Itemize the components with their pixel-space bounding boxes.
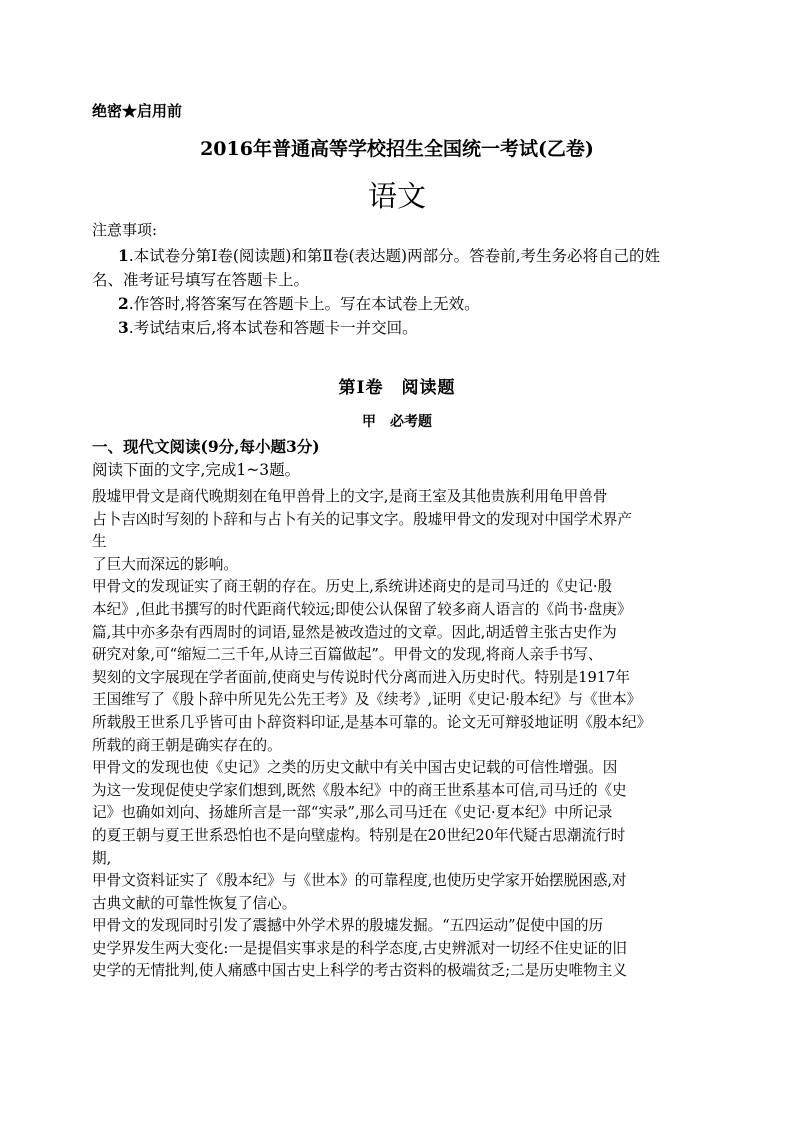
passage-line: 记》也确如刘向、扬雄所言是一部“实录”,那么司马迁在《史记·夏本纪》中所记录 xyxy=(92,804,613,822)
notice-item-2-number: 2 xyxy=(118,294,129,313)
notice-item-1-number: 1 xyxy=(118,246,129,265)
notice-item-3-number: 3 xyxy=(118,318,129,337)
part-title: 甲 必考题 xyxy=(362,414,432,430)
passage-line: 殷墟甲骨文是商代晚期刻在龟甲兽骨上的文字,是商王室及其他贵族利用龟甲兽骨 xyxy=(92,488,608,505)
passage-line: 所载的商王朝是确实存在的。 xyxy=(92,736,282,754)
notice-item-3 xyxy=(118,316,418,338)
passage-line: 的夏王朝与夏王世系恐怕也不是向壁虚构。特别是在20世纪20年代疑古思潮流行时 xyxy=(92,826,626,844)
notice-item-2 xyxy=(118,292,480,314)
notice-item-1 xyxy=(118,244,660,266)
notice-item-3-text: .考试结束后,将本试卷和答题卡一并交回。 xyxy=(128,319,418,337)
passage-line: 王国维写了《殷卜辞中所见先公先王考》及《续考》,证明《史记·殷本纪》与《世本》 xyxy=(92,691,642,709)
volume-title: 第Ⅰ卷 阅读题 xyxy=(338,378,456,398)
notice-heading: 注意事项: xyxy=(92,221,158,239)
notice-item-1-text: .本试卷分第Ⅰ卷(阅读题)和第Ⅱ卷(表达题)两部分。答卷前,考生务必将自己的姓 xyxy=(128,247,660,265)
passage-line: 史学界发生两大变化:一是提倡实事求是的科学态度,古史辨派对一切经不住史证的旧 xyxy=(92,939,627,957)
passage-line: 契刻的文字展现在学者面前,使商史与传说时代分离而进入历史时代。特别是1917年 xyxy=(92,668,630,686)
passage-line: 甲骨文的发现同时引发了震撼中外学术界的殷墟发掘。“五四运动”促使中国的历 xyxy=(92,917,604,935)
passage-line: 生 xyxy=(92,533,107,551)
notice-item-1-continued: 名、准考证号填写在答题卡上。 xyxy=(92,271,310,289)
secret-mark: 绝密★启用前 xyxy=(92,102,183,120)
passage-line: 所载殷王世系几乎皆可由卜辞资料印证,是基本可靠的。论文无可辩驳地证明《殷本纪》 xyxy=(92,713,652,731)
passage-line: 甲骨文的发现证实了商王朝的存在。历史上,系统讲述商史的是司马迁的《史记·殷 xyxy=(92,578,613,596)
passage-line: 本纪》,但此书撰写的时代距商代较远;即使公认保留了较多商人语言的《尚书·盘庚》 xyxy=(92,600,632,618)
passage-line: 篇,其中亦多杂有西周时的词语,显然是被改造过的文章。因此,胡适曾主张古史作为 xyxy=(92,623,617,641)
passage-line: 占卜吉凶时写刻的卜辞和与占卜有关的记事文字。殷墟甲骨文的发现对中国学术界产 xyxy=(92,510,632,528)
reading-instruction: 阅读下面的文字,完成1~3题。 xyxy=(92,461,301,479)
passage-line: 古典文献的可靠性恢复了信心。 xyxy=(92,894,297,912)
passage-line: 了巨大而深远的影响。 xyxy=(92,555,238,573)
exam-title: 2016年普通高等学校招生全国统一考试(乙卷) xyxy=(200,138,594,160)
question-heading: 一、现代文阅读(9分,每小题3分) xyxy=(92,437,320,456)
passage-line: 甲骨文资料证实了《殷本纪》与《世本》的可靠程度,也使历史学家开始摆脱困惑,对 xyxy=(92,872,627,890)
subject-title: 语文 xyxy=(367,179,426,213)
passage-line: 为这一发现促使史学家们想到,既然《殷本纪》中的商王世系基本可信,司马迁的《史 xyxy=(92,781,627,799)
notice-item-2-text: .作答时,将答案写在答题卡上。写在本试卷上无效。 xyxy=(128,295,480,313)
passage-line: 甲骨文的发现也使《史记》之类的历史文献中有关中国古史记载的可信性增强。因 xyxy=(92,759,618,777)
passage-line: 期, xyxy=(92,849,112,867)
passage-line: 研究对象,可“缩短二三千年,从诗三百篇做起”。甲骨文的发现,将商人亲手书写、 xyxy=(92,646,603,664)
passage-line: 史学的无情批判,使人痛感中国古史上科学的考古资料的极端贫乏;二是历史唯物主义 xyxy=(92,962,627,980)
reading-passage xyxy=(92,486,712,983)
